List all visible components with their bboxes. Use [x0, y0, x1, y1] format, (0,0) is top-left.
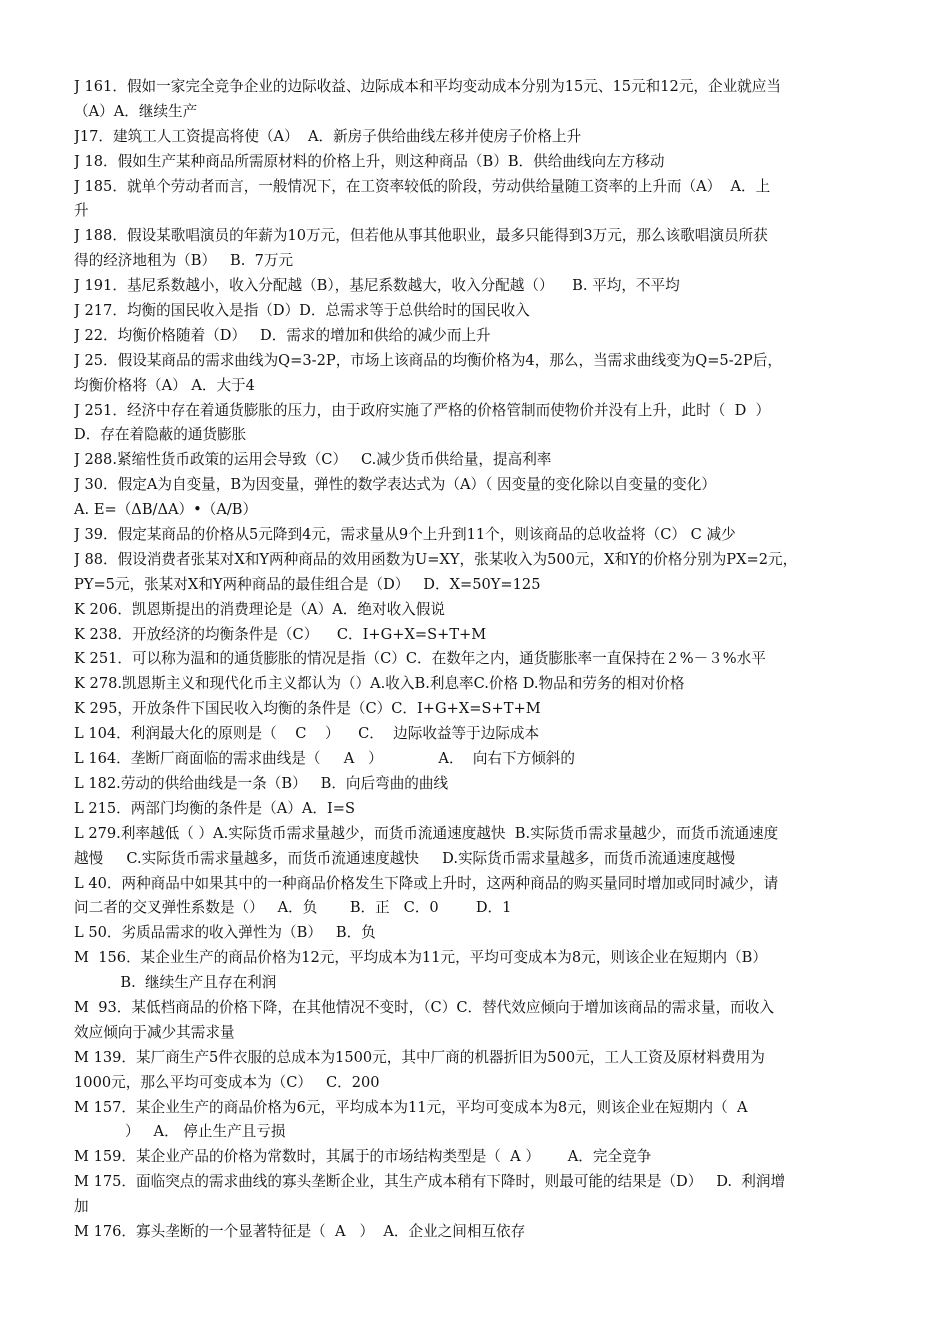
text-line: L 279.利率越低（ ）A.实际货币需求量越少，而货币流通速度越快 B.实际货币需求量越少，而货币流通速度	[74, 824, 779, 842]
text-line: J 18．假如生产某种商品所需原材料的价格上升，则这种商品（B）B．供给曲线向左方移动	[74, 152, 665, 170]
text-line: K 295，开放条件下国民收入均衡的条件是（C）C．I+G+X=S+T+M	[74, 700, 541, 718]
text-line: J 188．假设某歌唱演员的年薪为10万元，但若他从事其他职业，最多只能得到3万元，那么该歌唱演员所获	[74, 227, 768, 245]
text-line: J 88．假设消费者张某对X和Y两种商品的效用函数为U=XY，张某收入为500元，X和Y的价格分别为PX=2元，	[74, 550, 798, 568]
text-line: 问二者的交叉弹性系数是（） A．负 B．正 C．0 D．1	[74, 899, 512, 917]
text-line: 加	[74, 1198, 89, 1216]
text-line: J 217．均衡的国民收入是指（D）D．总需求等于总供给时的国民收入	[74, 302, 530, 320]
text-line: 越慢 C.实际货币需求量越多，而货币流通速度越快 D.实际货币需求量越多，而货币流通速度越慢	[74, 849, 736, 867]
text-line: K 206．凯恩斯提出的消费理论是（A）A．绝对收入假说	[74, 600, 445, 618]
text-line: K 278.凯恩斯主义和现代化币主义都认为（）A.收入B.利息率C.价格 D.物品和劳务的相对价格	[74, 675, 685, 693]
text-line: J17．建筑工人工资提高将使（A） A．新房子供给曲线左移并使房子价格上升	[74, 127, 582, 145]
text-line: L 215．两部门均衡的条件是（A）A．I=S	[74, 799, 355, 817]
text-line: M 157．某企业生产的商品价格为6元，平均成本为11元，平均可变成本为8元，则该企业在短期内（ A	[74, 1098, 748, 1116]
text-line: D．存在着隐蔽的通货膨胀	[74, 426, 247, 444]
text-line: J 30．假定A为自变量，B为因变量，弹性的数学表达式为（A）（ 因变量的变化除以自变量的变化）	[74, 476, 716, 494]
text-line: J 288.紧缩性货币政策的运用会导致（C） C.减少货币供给量，提高利率	[74, 451, 552, 469]
text-line: M 159．某企业产品的价格为常数时，其属于的市场结构类型是（ A ） A．完全竞争	[74, 1148, 652, 1166]
document-body	[74, 75, 889, 1245]
text-line: M 156．某企业生产的商品价格为12元，平均成本为11元，平均可变成本为8元，则该企业在短期内（B）	[74, 949, 767, 967]
text-line: ） A． 停止生产且亏损	[74, 1123, 286, 1141]
text-line: L 104．利润最大化的原则是（ C ） C． 边际收益等于边际成本	[74, 725, 540, 743]
text-line: PY=5元，张某对X和Y两种商品的最佳组合是（D） D．X=50Y=125	[74, 575, 541, 593]
text-line: L 50．劣质品需求的收入弹性为（B） B．负	[74, 924, 376, 942]
text-line: 得的经济地租为（B） B. 7万元	[74, 252, 294, 270]
text-line: A. E=（ΔB/ΔA）•（A/B）	[74, 501, 258, 519]
text-line: 1000元，那么平均可变成本为（C） C．200	[74, 1073, 380, 1091]
text-line: M 176．寡头垄断的一个显著特征是（ A ） A．企业之间相互依存	[74, 1222, 526, 1240]
text-line: L 40．两种商品中如果其中的一种商品价格发生下降或上升时，这两种商品的购买量同时增加或同时减少，请	[74, 874, 779, 892]
text-line: M 93．某低档商品的价格下降，在其他情况不变时，（C）C．替代效应倾向于增加该商品的需求量，而收入	[74, 998, 774, 1016]
text-line: 升	[74, 202, 89, 220]
text-line: J 191．基尼系数越小，收入分配越（B），基尼系数越大，收入分配越（） B. 平均，不平均	[74, 277, 680, 295]
text-line: J 25．假设某商品的需求曲线为Q=3-2P，市场上该商品的均衡价格为4，那么，当需求曲线变为Q=5-2P后，	[74, 351, 782, 369]
text-line: J 22．均衡价格随着（D） D．需求的增加和供给的减少而上升	[74, 326, 491, 344]
text-line: 效应倾向于减少其需求量	[74, 1023, 235, 1041]
text-line: J 39．假定某商品的价格从5元降到4元，需求量从9个上升到11个，则该商品的总收益将（C） C 减少	[74, 526, 736, 544]
text-line: K 238．开放经济的均衡条件是（C） C．I+G+X=S+T+M	[74, 625, 487, 643]
text-line: L 164．垄断厂商面临的需求曲线是（ A ） A． 向右下方倾斜的	[74, 750, 575, 768]
text-line: M 139．某厂商生产5件衣服的总成本为1500元，其中厂商的机器折旧为500元，工人工资及原材料费用为	[74, 1048, 765, 1066]
text-line: L 182.劳动的供给曲线是一条（B） B．向后弯曲的曲线	[74, 774, 449, 792]
text-line: （A）A．继续生产	[74, 102, 198, 120]
text-line: B. 继续生产且存在利润	[74, 974, 277, 992]
text-line: J 185．就单个劳动者而言，一般情况下，在工资率较低的阶段，劳动供给量随工资率的上升而（A） A．上	[74, 177, 771, 195]
text-line: M 175．面临突点的需求曲线的寡头垄断企业，其生产成本稍有下降时，则最可能的结果是（D） D. 利润增	[74, 1173, 786, 1191]
text-line: J 161．假如一家完全竞争企业的边际收益、边际成本和平均变动成本分别为15元、15元和12元，企业就应当	[74, 78, 781, 95]
text-line: K 251．可以称为温和的通货膨胀的情况是指（C）C．在数年之内，通货膨胀率一直保持在２%－３%水平	[74, 650, 766, 668]
text-line: J 251．经济中存在着通货膨胀的压力，由于政府实施了严格的价格管制而使物价并没有上升，此时（ D ）	[74, 401, 771, 419]
text-line: 均衡价格将（A） A．大于4	[74, 376, 255, 394]
